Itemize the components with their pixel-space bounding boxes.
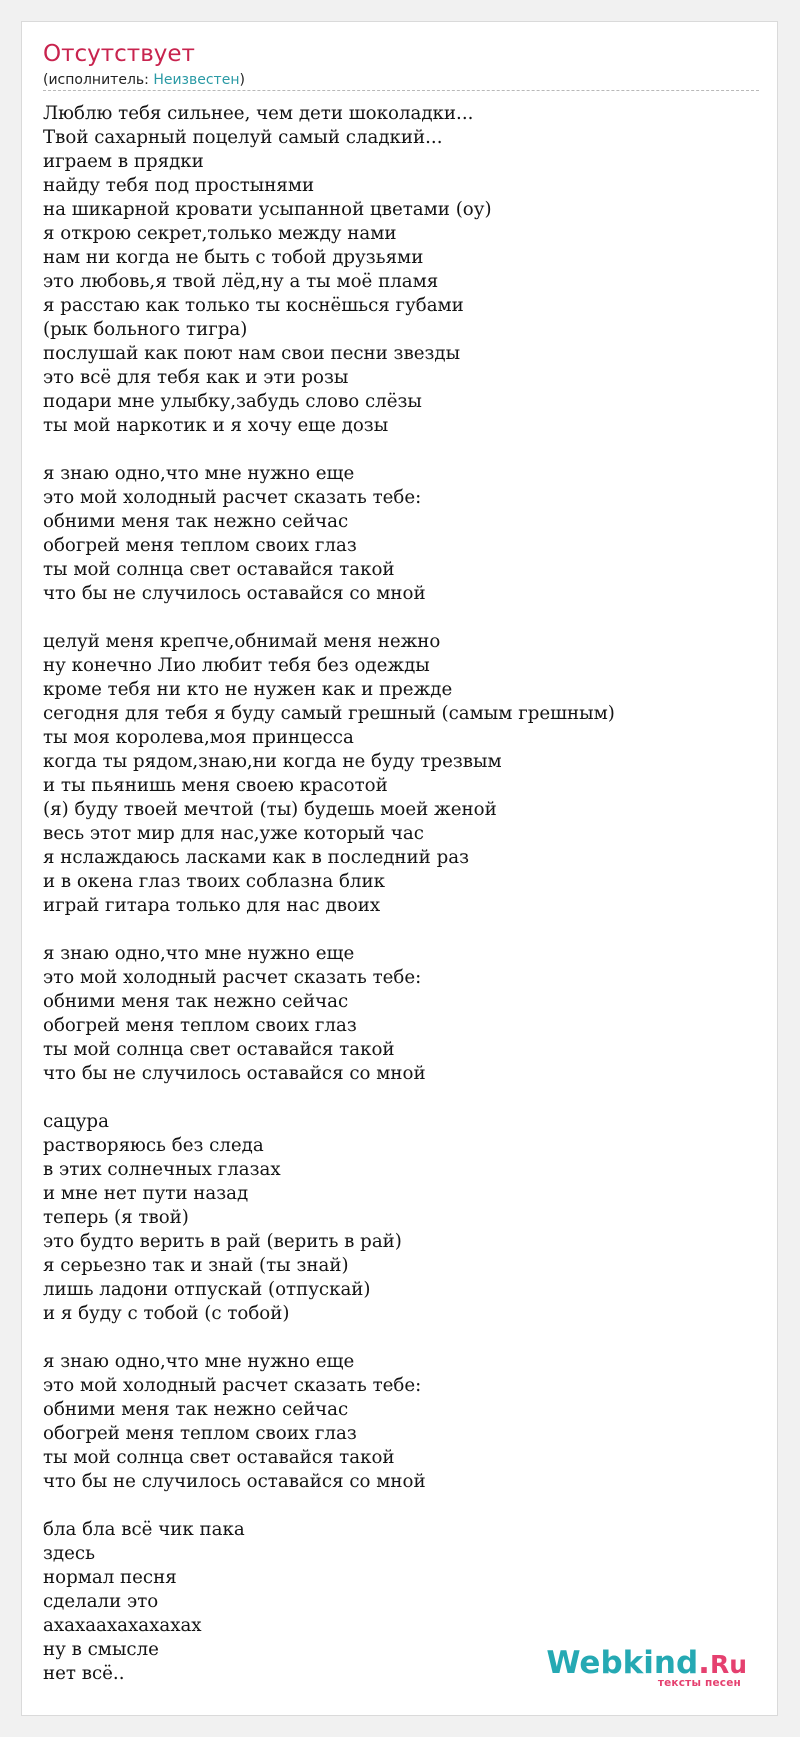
lyric-line: что бы не случилось оставайся со мной [43,583,426,604]
lyric-line: в этих солнечных глазах [43,1159,281,1180]
lyric-line: я открою секрет,только между нами [43,223,397,244]
lyric-line: это мой холодный расчет сказать тебе: [43,487,422,508]
lyric-line: нет всё.. [43,1663,125,1684]
lyric-line: ты мой солнца свет оставайся такой [43,1039,395,1060]
lyric-line: я расстаю как только ты коснёшься губами [43,295,464,316]
lyric-line: я знаю одно,что мне нужно еще [43,463,355,484]
lyric-line: я нслаждаюсь ласками как в последний раз [43,847,469,868]
lyric-line: ты мой солнца свет оставайся такой [43,559,395,580]
lyric-line: это мой холодный расчет сказать тебе: [43,1375,422,1396]
lyric-line: нам ни когда не быть с тобой друзьями [43,247,424,268]
lyric-line: и мне нет пути назад [43,1183,249,1204]
lyric-line: обогрей меня теплом своих глаз [43,1423,357,1444]
lyric-line: ты мой солнца свет оставайся такой [43,1447,395,1468]
lyric-line: ахахаахахахахах [43,1615,202,1636]
lyric-line: лишь ладони отпускай (отпускай) [43,1279,371,1300]
lyric-line: я серьезно так и знай (ты знай) [43,1255,349,1276]
lyric-line: (я) буду твоей мечтой (ты) будешь моей женой [43,799,497,820]
lyric-line: Твой сахарный поцелуй самый сладкий... [43,127,443,148]
artist-line [43,71,759,89]
lyric-line: ну конечно Лио любит тебя без одежды [43,655,430,676]
lyric-line: нормал песня [43,1567,177,1588]
lyric-line: и ты пьянишь меня своею красотой [43,775,388,796]
lyric-line: сацура [43,1111,109,1132]
content-card [21,21,778,1716]
artist-link[interactable]: Неизвестен [153,72,240,88]
lyric-blank-line [43,438,763,462]
lyric-line: здесь [43,1543,95,1564]
lyric-line: ну в смысле [43,1639,159,1660]
header-divider [43,90,759,91]
lyric-line: я знаю одно,что мне нужно еще [43,1351,355,1372]
lyric-blank-line [43,1494,763,1518]
lyric-line: я знаю одно,что мне нужно еще [43,943,355,964]
lyric-line: сегодня для тебя я буду самый грешный (самым грешным) [43,703,615,724]
lyric-line: ты мой наркотик и я хочу еще дозы [43,415,389,436]
lyric-line: это всё для тебя как и эти розы [43,367,349,388]
lyric-line: что бы не случилось оставайся со мной [43,1471,426,1492]
lyric-line: что бы не случилось оставайся со мной [43,1063,426,1084]
lyric-line: обними меня так нежно сейчас [43,511,349,532]
song-header [43,43,759,89]
lyric-line: играем в прядки [43,151,204,172]
logo-name: Webkind [546,1645,699,1681]
lyric-line: обогрей меня теплом своих глаз [43,535,357,556]
logo-subtitle: тексты песен [657,1677,741,1689]
lyric-line: обними меня так нежно сейчас [43,991,349,1012]
lyric-blank-line [43,1326,763,1350]
lyric-line: послушай как поют нам свои песни звезды [43,343,461,364]
song-title: Отсутствует [43,41,195,67]
lyric-line: ты моя королева,моя принцесса [43,727,354,748]
lyric-line: обогрей меня теплом своих глаз [43,1015,357,1036]
lyric-line: и я буду с тобой (с тобой) [43,1303,290,1324]
lyric-line: теперь (я твой) [43,1207,189,1228]
lyric-blank-line [43,1086,763,1110]
lyric-line: целуй меня крепче,обнимай меня нежно [43,631,441,652]
lyrics-body [43,102,763,1686]
site-logo[interactable] [546,1645,747,1693]
lyric-line: играй гитара только для нас двоих [43,895,381,916]
lyric-line: весь этот мир для нас,уже который час [43,823,424,844]
lyric-line: это любовь,я твой лёд,ну а ты моё пламя [43,271,439,292]
artist-suffix: ) [239,72,245,88]
lyric-line: растворяюсь без следа [43,1135,264,1156]
lyric-line: на шикарной кровати усыпанной цветами (оу) [43,199,492,220]
lyric-line: кроме тебя ни кто не нужен как и прежде [43,679,453,700]
artist-prefix: (исполнитель: [43,72,154,88]
lyric-line: когда ты рядом,знаю,ни когда не буду трезвым [43,751,502,772]
lyric-blank-line [43,918,763,942]
lyric-line: сделали это [43,1591,159,1612]
lyric-line: обними меня так нежно сейчас [43,1399,349,1420]
lyric-line: бла бла всё чик пака [43,1519,245,1540]
logo-tld: Ru [709,1650,747,1679]
lyric-line: это будто верить в рай (верить в рай) [43,1231,402,1252]
lyric-line: Люблю тебя сильнее, чем дети шоколадки... [43,103,474,124]
lyric-line: это мой холодный расчет сказать тебе: [43,967,422,988]
lyric-line: подари мне улыбку,забудь слово слёзы [43,391,422,412]
lyric-blank-line [43,606,763,630]
lyric-line: и в окена глаз твоих соблазна блик [43,871,385,892]
lyric-line: (рык больного тигра) [43,319,248,340]
lyric-line: найду тебя под простынями [43,175,315,196]
logo-dot: . [698,1645,710,1681]
